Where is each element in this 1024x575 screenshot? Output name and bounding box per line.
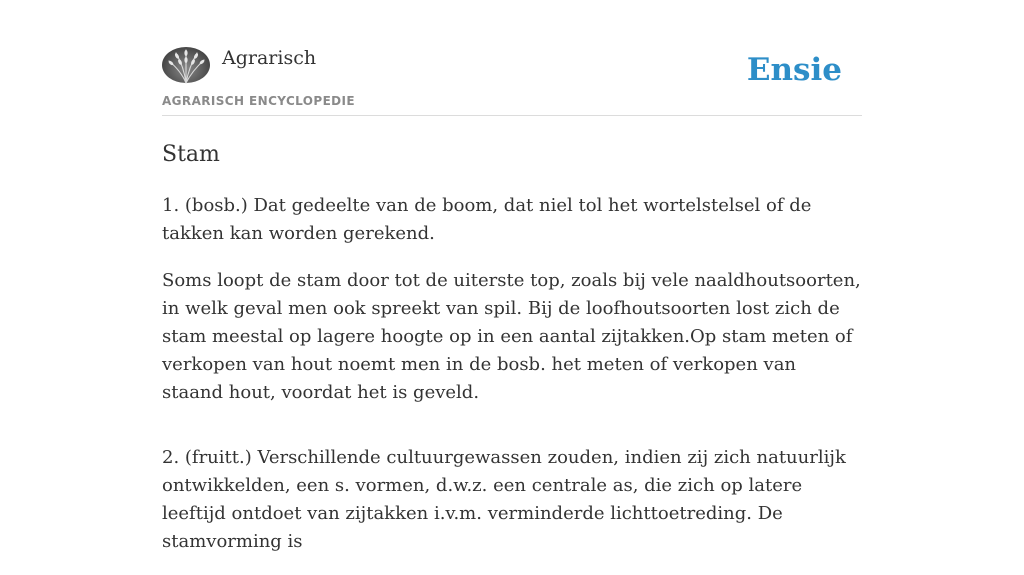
brand-subtitle: AGRARISCH ENCYCLOPEDIE — [162, 94, 355, 108]
content-container — [162, 0, 862, 552]
article-paragraph: 1. (bosb.) Dat gedeelte van de boom, dat niel tol het wortelstelsel of de takken kan worden gerekend. — [162, 195, 812, 244]
article-body — [162, 192, 862, 575]
ensie-logo-link[interactable]: Ensie — [746, 52, 842, 88]
article-paragraph: Soms loopt de stam door tot de uiterste top, zoals bij vele naaldhoutsoorten, in welk geval men ook spreekt van spil. Bij de loofhoutsoorten lost zich de stam meestal op lagere hoogte op in een aantal zijtakken.Op stam meten of verkopen van hout noemt men in de bosb. het meten of verkopen van staand hout, voordat het is geveld. — [162, 270, 861, 403]
brand-name[interactable]: Agrarisch — [222, 47, 317, 69]
header — [162, 0, 862, 116]
article-paragraph: 2. (fruitt.) Verschillende cultuurgewassen zouden, indien zij zich natuurlijk ontwikkelden, een s. vormen, d.w.z. een centrale as, die zich op latere leeftijd ontdoet van zijtakken i.v.m. verminderde lichttoetreding. De stamvorming is — [162, 447, 846, 552]
wheat-icon[interactable] — [162, 47, 210, 83]
article-title: Stam — [162, 142, 220, 167]
